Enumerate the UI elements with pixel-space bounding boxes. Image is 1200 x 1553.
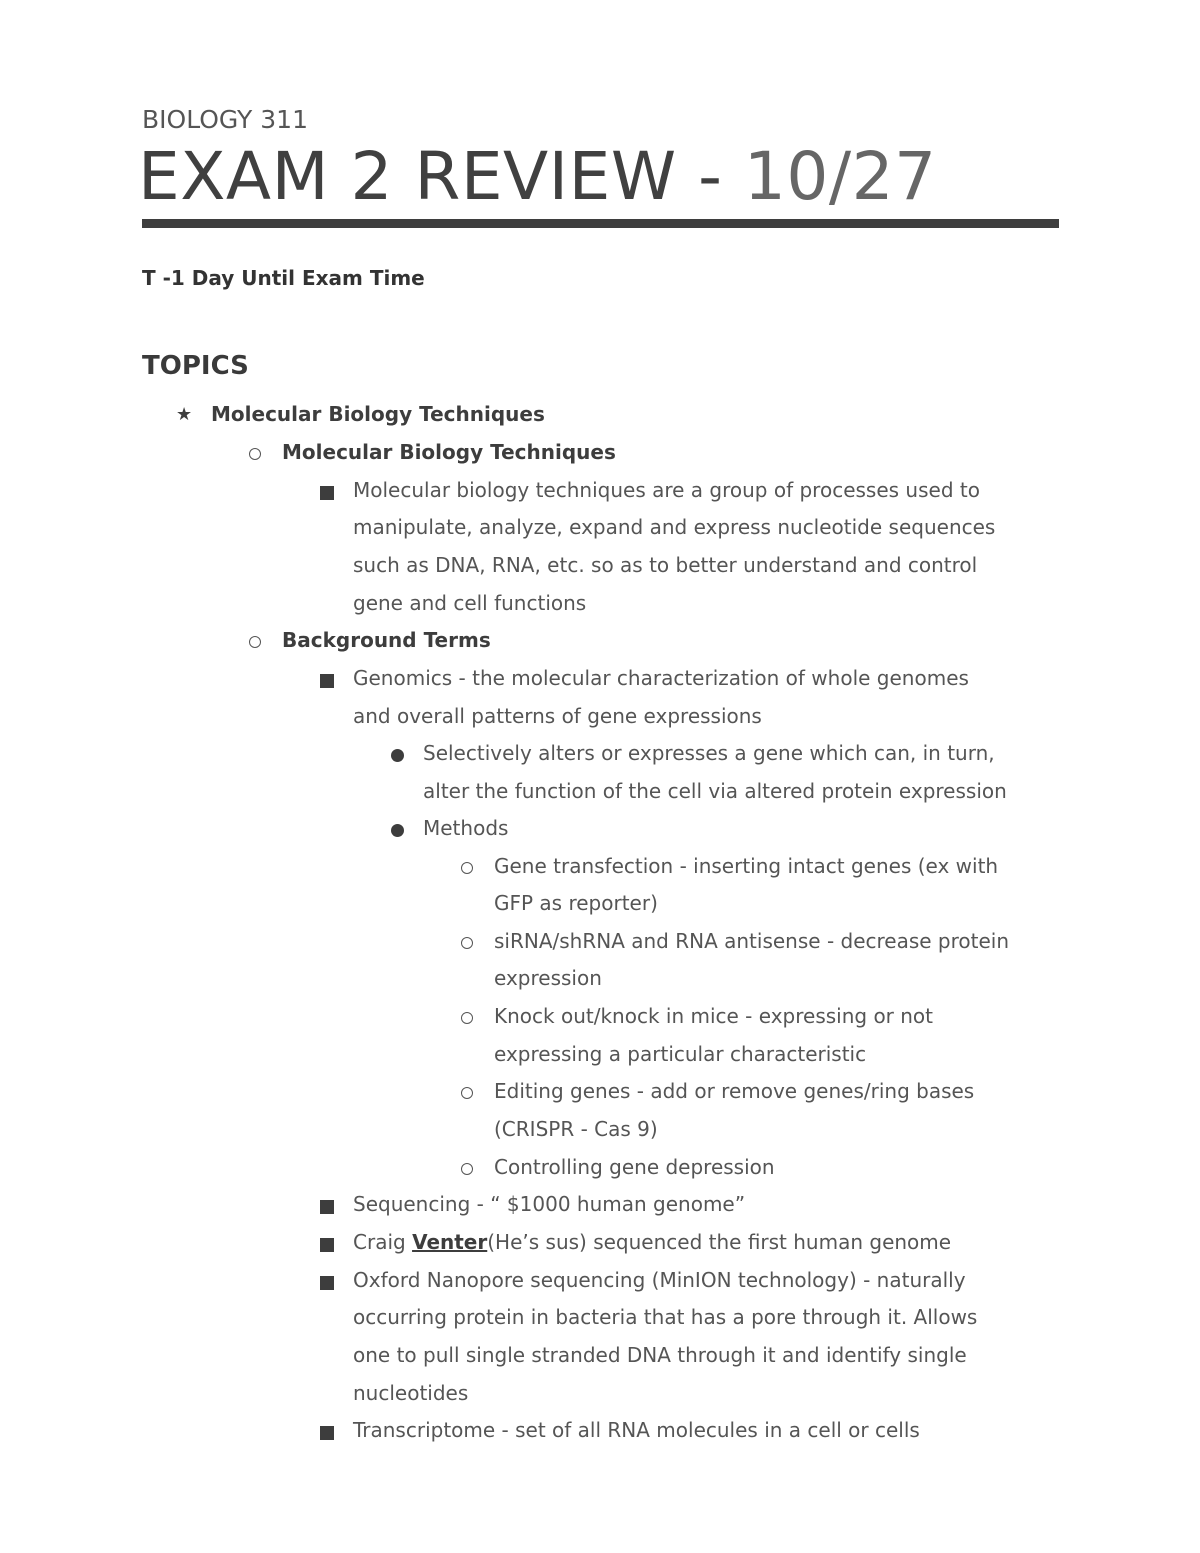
title-main: EXAM 2 REVIEW - xyxy=(138,138,744,215)
hollow-circle-icon xyxy=(461,1163,473,1175)
hollow-circle-icon xyxy=(461,862,473,874)
filled-circle-icon xyxy=(391,824,404,837)
filled-square-icon xyxy=(320,1426,334,1440)
hollow-circle-icon xyxy=(461,937,473,949)
page-title xyxy=(138,138,937,215)
filled-square-icon xyxy=(320,1200,334,1214)
transcriptome-item: Transcriptome - set of all RNA molecules in a cell or cells xyxy=(353,1418,920,1442)
venter-suffix: (He’s sus) sequenced the first human genome xyxy=(487,1230,952,1254)
method-editing-line-1: Editing genes - add or remove genes/ring bases xyxy=(494,1079,975,1103)
hollow-circle-icon xyxy=(249,636,261,648)
method-sirna-line-1: siRNA/shRNA and RNA antisense - decrease protein xyxy=(494,929,1010,953)
filled-square-icon xyxy=(320,486,334,500)
outline-item-l1: Molecular Biology Techniques xyxy=(211,402,545,426)
outline-item-l2-background: Background Terms xyxy=(282,628,491,652)
method-controlling: Controlling gene depression xyxy=(494,1155,775,1179)
venter-name: Venter xyxy=(412,1230,488,1254)
genomics-line-1: Genomics - the molecular characterization of whole genomes xyxy=(353,666,969,690)
methods-label: Methods xyxy=(423,816,509,840)
section-heading-topics: TOPICS xyxy=(142,351,249,381)
mbt-text-line-2: manipulate, analyze, expand and express nucleotide sequences xyxy=(353,515,996,539)
method-transfection-line-1: Gene transfection - inserting intact genes (ex with xyxy=(494,854,999,878)
filled-circle-icon xyxy=(391,749,404,762)
sequencing-item: Sequencing - “ $1000 human genome” xyxy=(353,1192,746,1216)
selectively-line-2: alter the function of the cell via altered protein expression xyxy=(423,779,1007,803)
nanopore-line-2: occurring protein in bacteria that has a pore through it. Allows xyxy=(353,1305,978,1329)
title-date: 10/27 xyxy=(743,138,937,215)
nanopore-line-4: nucleotides xyxy=(353,1381,469,1405)
outline-item-l2-mbt: Molecular Biology Techniques xyxy=(282,440,616,464)
nanopore-line-1: Oxford Nanopore sequencing (MinION technology) - naturally xyxy=(353,1268,966,1292)
method-sirna-line-2: expression xyxy=(494,966,602,990)
hollow-circle-icon xyxy=(249,448,261,460)
method-editing-line-2: (CRISPR - Cas 9) xyxy=(494,1117,658,1141)
venter-prefix: Craig xyxy=(353,1230,413,1254)
selectively-line-1: Selectively alters or expresses a gene which can, in turn, xyxy=(423,741,995,765)
venter-item xyxy=(353,1224,951,1262)
filled-square-icon xyxy=(320,1238,334,1252)
nanopore-line-3: one to pull single stranded DNA through it and identify single xyxy=(353,1343,967,1367)
filled-square-icon xyxy=(320,1276,334,1290)
method-knockout-line-2: expressing a particular characteristic xyxy=(494,1042,867,1066)
course-label: BIOLOGY 311 xyxy=(142,105,308,134)
filled-square-icon xyxy=(320,674,334,688)
mbt-text-line-3: such as DNA, RNA, etc. so as to better understand and control xyxy=(353,553,978,577)
method-knockout-line-1: Knock out/knock in mice - expressing or not xyxy=(494,1004,934,1028)
mbt-text-line-4: gene and cell functions xyxy=(353,591,587,615)
hollow-circle-icon xyxy=(461,1087,473,1099)
star-icon: ★ xyxy=(176,404,193,425)
title-rule xyxy=(142,219,1059,228)
hollow-circle-icon xyxy=(461,1012,473,1024)
method-transfection-line-2: GFP as reporter) xyxy=(494,891,658,915)
subtitle: T -1 Day Until Exam Time xyxy=(142,266,425,290)
mbt-text-line-1: Molecular biology techniques are a group of processes used to xyxy=(353,478,980,502)
genomics-line-2: and overall patterns of gene expressions xyxy=(353,704,762,728)
